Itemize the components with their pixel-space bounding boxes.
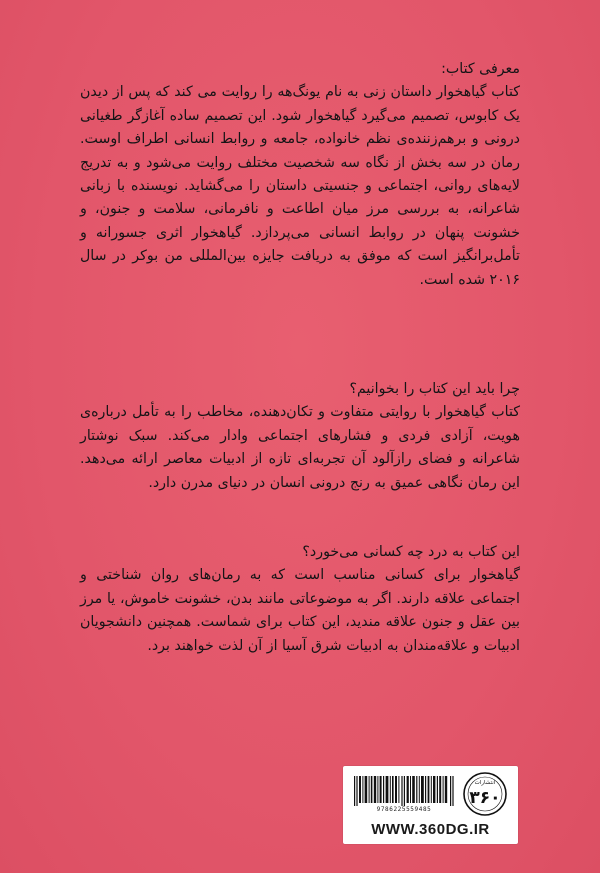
target-audience-body: گیاهخوار برای کسانی مناسب است که به رمان‌های روان شناختی و اجتماعی علاقه دارند. اگر به موضوعاتی مانند بدن، خشونت خاموش، یا مرز بین عقل و جنون علاقه مندید، این کتاب برای شماست. همچنین دانشجویان ادبیات و علاقه‌مندان به ادبیات شرق آسیا از آن لذت خواهند برد.: [80, 567, 520, 654]
publisher-logo-icon: [460, 770, 510, 818]
book-introduction-heading: معرفی کتاب:: [441, 61, 520, 77]
target-audience-section: [80, 541, 520, 658]
why-read-section: [80, 378, 520, 495]
why-read-heading: چرا باید این کتاب را بخوانیم؟: [349, 381, 520, 397]
book-introduction-body: کتاب گیاهخوار داستان زنی به نام یونگ‌هه را روایت می کند که پس از دیدن یک کابوس، تصمیم می‌گیرد گیاهخوار شود. این تصمیم ساده آغازگر طغیانی درونی و برهم‌زننده‌ی نظم خانواده، جامعه و روابط انسانی اطراف اوست. رمان در سه بخش از نگاه سه شخصیت مختلف روایت می‌شود و به تدریج لایه‌های روانی، اجتماعی و جنسیتی داستان را می‌گشاید. نویسنده با زبانی شاعرانه، به بررسی مرز میان اطاعت و نافرمانی، سلامت و جنون، و خشونت پنهان در روابط انسانی می‌پردازد. گیاهخوار اثری جسورانه و تأمل‌برانگیز است که موفق به دریافت جایزه بین‌المللی من بوکر در سال ۲۰۱۶ شده است.: [80, 84, 520, 288]
publisher-logo-number: ۳۶۰: [469, 788, 501, 808]
isbn-number: 9786225559485: [376, 806, 432, 813]
barcode-icon: [354, 776, 454, 806]
publisher-website: WWW.360DG.IR: [371, 821, 490, 838]
target-audience-heading: این کتاب به درد چه کسانی می‌خورد؟: [302, 544, 520, 560]
why-read-body: کتاب گیاهخوار با روایتی متفاوت و تکان‌دهنده، مخاطب را به تأمل درباره‌ی هویت، آزادی فردی و فشارهای اجتماعی وادار می‌کند. سبک نوشتار شاعرانه و فضای رازآلود آن تجربه‌ای تازه از ادبیات معاصر ارائه می‌دهد. این رمان نگاهی عمیق به رنج درونی انسان در دنیای مدرن دارد.: [80, 404, 520, 491]
publisher-logo-text: انتشارات: [474, 780, 496, 786]
book-introduction-section: [80, 58, 520, 292]
barcode-panel: [343, 766, 518, 844]
